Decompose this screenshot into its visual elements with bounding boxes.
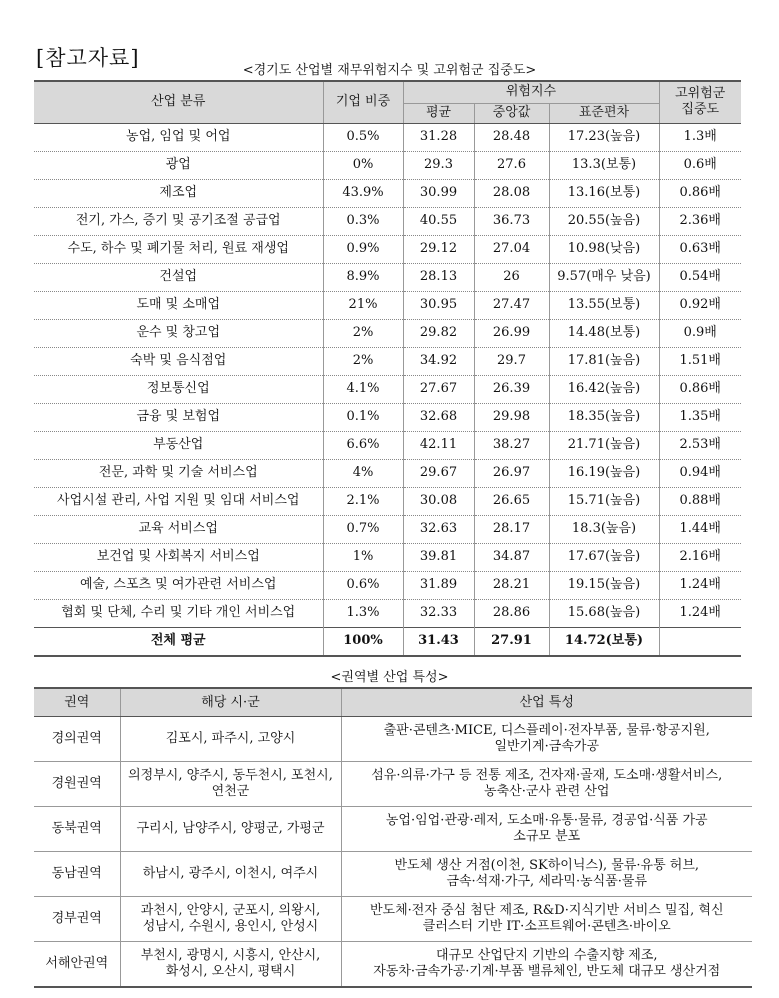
cell-concentration: 2.36배 (659, 207, 741, 235)
cell-industry: 농업, 임업 및 어업 (34, 123, 323, 151)
table-row (34, 151, 741, 179)
cell-mean: 42.11 (403, 431, 474, 459)
cell-mean: 27.67 (403, 375, 474, 403)
cell-concentration: 0.92배 (659, 291, 741, 319)
header-cities: 해당 시·군 (120, 688, 341, 717)
cell-mean: 31.28 (403, 123, 474, 151)
cell-share: 8.9% (323, 263, 403, 291)
cell-median: 36.73 (474, 207, 549, 235)
cell-median: 26.39 (474, 375, 549, 403)
table2-caption: <권역별 산업 특성> (330, 670, 449, 685)
cell-region: 동북권역 (34, 807, 120, 852)
header-industry: 산업 분류 (34, 81, 323, 123)
region-row (34, 762, 752, 807)
cell-std: 19.15(높음) (549, 571, 659, 599)
cell-features (341, 717, 752, 762)
table-row (34, 459, 741, 487)
cities-line: 하남시, 광주시, 이천시, 여주시 (142, 866, 319, 881)
cell-std: 15.68(높음) (549, 599, 659, 627)
table-row (34, 515, 741, 543)
cell-median: 28.17 (474, 515, 549, 543)
cell-features (341, 897, 752, 942)
cell-industry: 사업시설 관리, 사업 지원 및 임대 서비스업 (34, 487, 323, 515)
cell-std: 16.42(높음) (549, 375, 659, 403)
cell-concentration: 2.16배 (659, 543, 741, 571)
cell-cities (120, 897, 341, 942)
cell-mean: 28.13 (403, 263, 474, 291)
cell-features (341, 852, 752, 897)
features-line: 소규모 분포 (513, 829, 581, 844)
total-cell-mean: 31.43 (403, 627, 474, 656)
cell-industry: 광업 (34, 151, 323, 179)
cell-industry: 교육 서비스업 (34, 515, 323, 543)
cell-share: 4% (323, 459, 403, 487)
cell-region: 경원권역 (34, 762, 120, 807)
header-region: 권역 (34, 688, 120, 717)
regional-industry-table (34, 687, 752, 988)
total-cell-share: 100% (323, 627, 403, 656)
cell-cities (120, 807, 341, 852)
features-line: 대규모 산업단지 기반의 수출지향 제조, (435, 948, 658, 963)
cell-share: 4.1% (323, 375, 403, 403)
table-row (34, 123, 741, 151)
cell-median: 27.47 (474, 291, 549, 319)
cell-share: 1% (323, 543, 403, 571)
cell-concentration: 1.51배 (659, 347, 741, 375)
cell-share: 21% (323, 291, 403, 319)
header-concentration (659, 81, 741, 123)
total-row (34, 627, 741, 656)
cell-std: 16.19(높음) (549, 459, 659, 487)
features-line: 농축산·군사 관련 산업 (484, 784, 610, 799)
cell-concentration: 0.54배 (659, 263, 741, 291)
table-row (34, 291, 741, 319)
cities-line: 과천시, 안양시, 군포시, 의왕시, (140, 903, 321, 918)
region-row (34, 717, 752, 762)
risk-index-table (34, 80, 741, 657)
cell-std: 13.3(보통) (549, 151, 659, 179)
cell-mean: 32.68 (403, 403, 474, 431)
features-line: 자동차·금속가공·기계·부품 밸류체인, 반도체 대규모 생산거점 (373, 964, 721, 979)
cities-line: 연천군 (211, 784, 250, 799)
cell-industry: 운수 및 창고업 (34, 319, 323, 347)
cell-concentration: 2.53배 (659, 431, 741, 459)
table-row (34, 319, 741, 347)
cell-industry: 전기, 가스, 증기 및 공기조절 공급업 (34, 207, 323, 235)
table-row (34, 347, 741, 375)
cell-industry: 정보통신업 (34, 375, 323, 403)
cell-median: 27.04 (474, 235, 549, 263)
cell-share: 0.7% (323, 515, 403, 543)
cell-mean: 29.12 (403, 235, 474, 263)
cell-industry: 숙박 및 음식점업 (34, 347, 323, 375)
cell-cities (120, 852, 341, 897)
cell-share: 0% (323, 151, 403, 179)
table-row (34, 403, 741, 431)
cell-mean: 30.99 (403, 179, 474, 207)
features-line: 반도체 생산 거점(이천, SK하이닉스), 물류·유통 허브, (394, 858, 700, 873)
cities-line: 의정부시, 양주시, 동두천시, 포천시, (128, 768, 333, 783)
table-row (34, 487, 741, 515)
cell-median: 38.27 (474, 431, 549, 459)
cell-std: 17.67(높음) (549, 543, 659, 571)
cell-median: 27.6 (474, 151, 549, 179)
features-line: 반도체·전자 중심 첨단 제조, R&D·지식기반 서비스 밀집, 혁신 (369, 903, 724, 918)
cell-std: 13.55(보통) (549, 291, 659, 319)
table-row (34, 179, 741, 207)
total-cell-median: 27.91 (474, 627, 549, 656)
cell-concentration: 0.86배 (659, 375, 741, 403)
cell-concentration: 0.9배 (659, 319, 741, 347)
cell-median: 26 (474, 263, 549, 291)
features-line: 섬유·의류·가구 등 전통 제조, 건자재·골재, 도소매·생활서비스, (371, 768, 723, 783)
cell-median: 26.97 (474, 459, 549, 487)
cell-std: 14.48(보통) (549, 319, 659, 347)
cell-mean: 29.67 (403, 459, 474, 487)
cities-line: 부천시, 광명시, 시흥시, 안산시, (140, 948, 321, 963)
region-row (34, 897, 752, 942)
cell-region: 경부권역 (34, 897, 120, 942)
cell-std: 18.35(높음) (549, 403, 659, 431)
cell-std: 20.55(높음) (549, 207, 659, 235)
cell-median: 29.98 (474, 403, 549, 431)
cell-share: 0.3% (323, 207, 403, 235)
cell-industry: 보건업 및 사회복지 서비스업 (34, 543, 323, 571)
total-cell-concentration (659, 627, 741, 656)
cell-cities (120, 717, 341, 762)
cell-mean: 39.81 (403, 543, 474, 571)
cities-line: 화성시, 오산시, 평택시 (165, 964, 296, 979)
header-features: 산업 특성 (341, 688, 752, 717)
cell-share: 0.9% (323, 235, 403, 263)
cell-mean: 30.08 (403, 487, 474, 515)
cell-features (341, 762, 752, 807)
header-concentration-line2: 집중도 (681, 102, 720, 118)
features-line: 일반기계·금속가공 (494, 739, 600, 754)
header-median: 중앙값 (474, 103, 549, 123)
cell-features (341, 807, 752, 852)
cell-std: 17.81(높음) (549, 347, 659, 375)
cell-std: 10.98(낮음) (549, 235, 659, 263)
cell-std: 9.57(매우 낮음) (549, 263, 659, 291)
cell-share: 2% (323, 347, 403, 375)
cell-median: 28.08 (474, 179, 549, 207)
table-row (34, 599, 741, 627)
region-row (34, 852, 752, 897)
cell-median: 26.65 (474, 487, 549, 515)
cell-region: 동남권역 (34, 852, 120, 897)
cell-share: 43.9% (323, 179, 403, 207)
cell-share: 1.3% (323, 599, 403, 627)
cell-concentration: 0.88배 (659, 487, 741, 515)
table1-caption: <경기도 산업별 재무위험지수 및 고위험군 집중도> (242, 63, 537, 78)
cell-std: 15.71(높음) (549, 487, 659, 515)
cell-share: 2.1% (323, 487, 403, 515)
cities-line: 김포시, 파주시, 고양시 (165, 731, 296, 746)
cell-median: 28.86 (474, 599, 549, 627)
cell-cities (120, 762, 341, 807)
cell-region: 서해안권역 (34, 942, 120, 988)
cell-industry: 예술, 스포츠 및 여가관련 서비스업 (34, 571, 323, 599)
cell-industry: 도매 및 소매업 (34, 291, 323, 319)
cell-industry: 제조업 (34, 179, 323, 207)
cell-industry: 금융 및 보험업 (34, 403, 323, 431)
cell-concentration: 1.3배 (659, 123, 741, 151)
cell-median: 29.7 (474, 347, 549, 375)
cities-line: 구리시, 남양주시, 양평군, 가평군 (136, 821, 325, 836)
header-share: 기업 비중 (323, 81, 403, 123)
features-line: 클러스터 기반 IT·소프트웨어·콘텐츠·바이오 (422, 919, 671, 934)
cell-industry: 협회 및 단체, 수리 및 기타 개인 서비스업 (34, 599, 323, 627)
table-row (34, 207, 741, 235)
region-row (34, 807, 752, 852)
cell-median: 34.87 (474, 543, 549, 571)
cell-concentration: 0.6배 (659, 151, 741, 179)
header-mean: 평균 (403, 103, 474, 123)
cell-region: 경의권역 (34, 717, 120, 762)
cell-concentration: 1.35배 (659, 403, 741, 431)
cell-std: 13.16(보통) (549, 179, 659, 207)
table-row (34, 543, 741, 571)
cell-industry: 부동산업 (34, 431, 323, 459)
cell-mean: 32.33 (403, 599, 474, 627)
header-risk-index: 위험지수 (403, 81, 659, 103)
total-cell-std: 14.72(보통) (549, 627, 659, 656)
cell-mean: 40.55 (403, 207, 474, 235)
cell-features (341, 942, 752, 988)
cell-median: 28.21 (474, 571, 549, 599)
cell-mean: 30.95 (403, 291, 474, 319)
cell-concentration: 0.86배 (659, 179, 741, 207)
page-heading: [참고자료] (36, 46, 140, 70)
cell-share: 6.6% (323, 431, 403, 459)
table-row (34, 375, 741, 403)
cell-std: 18.3(높음) (549, 515, 659, 543)
cell-std: 17.23(높음) (549, 123, 659, 151)
features-line: 출판·콘텐츠·MICE, 디스플레이·전자부품, 물류·항공지원, (383, 723, 710, 738)
cell-mean: 29.3 (403, 151, 474, 179)
cell-mean: 31.89 (403, 571, 474, 599)
cell-industry: 수도, 하수 및 폐기물 처리, 원료 재생업 (34, 235, 323, 263)
cell-concentration: 0.63배 (659, 235, 741, 263)
cell-cities (120, 942, 341, 988)
cell-share: 0.6% (323, 571, 403, 599)
cell-median: 28.48 (474, 123, 549, 151)
total-cell-industry: 전체 평균 (34, 627, 323, 656)
cell-mean: 29.82 (403, 319, 474, 347)
cell-mean: 32.63 (403, 515, 474, 543)
cell-industry: 건설업 (34, 263, 323, 291)
cell-share: 0.1% (323, 403, 403, 431)
cell-concentration: 1.24배 (659, 571, 741, 599)
header-concentration-line1: 고위험군 (675, 86, 726, 102)
table-row (34, 431, 741, 459)
cell-concentration: 0.94배 (659, 459, 741, 487)
cell-industry: 전문, 과학 및 기술 서비스업 (34, 459, 323, 487)
header-std: 표준편차 (549, 103, 659, 123)
table-row (34, 263, 741, 291)
table-row (34, 571, 741, 599)
cell-concentration: 1.44배 (659, 515, 741, 543)
cell-mean: 34.92 (403, 347, 474, 375)
cities-line: 성남시, 수원시, 용인시, 안성시 (142, 919, 319, 934)
cell-concentration: 1.24배 (659, 599, 741, 627)
features-line: 농업·임업·관광·레저, 도소매·유통·물류, 경공업·식품 가공 (385, 813, 708, 828)
table-row (34, 235, 741, 263)
region-row (34, 942, 752, 988)
cell-std: 21.71(높음) (549, 431, 659, 459)
features-line: 금속·석재·가구, 세라믹·농식품·물류 (446, 874, 648, 889)
cell-share: 0.5% (323, 123, 403, 151)
cell-share: 2% (323, 319, 403, 347)
cell-median: 26.99 (474, 319, 549, 347)
